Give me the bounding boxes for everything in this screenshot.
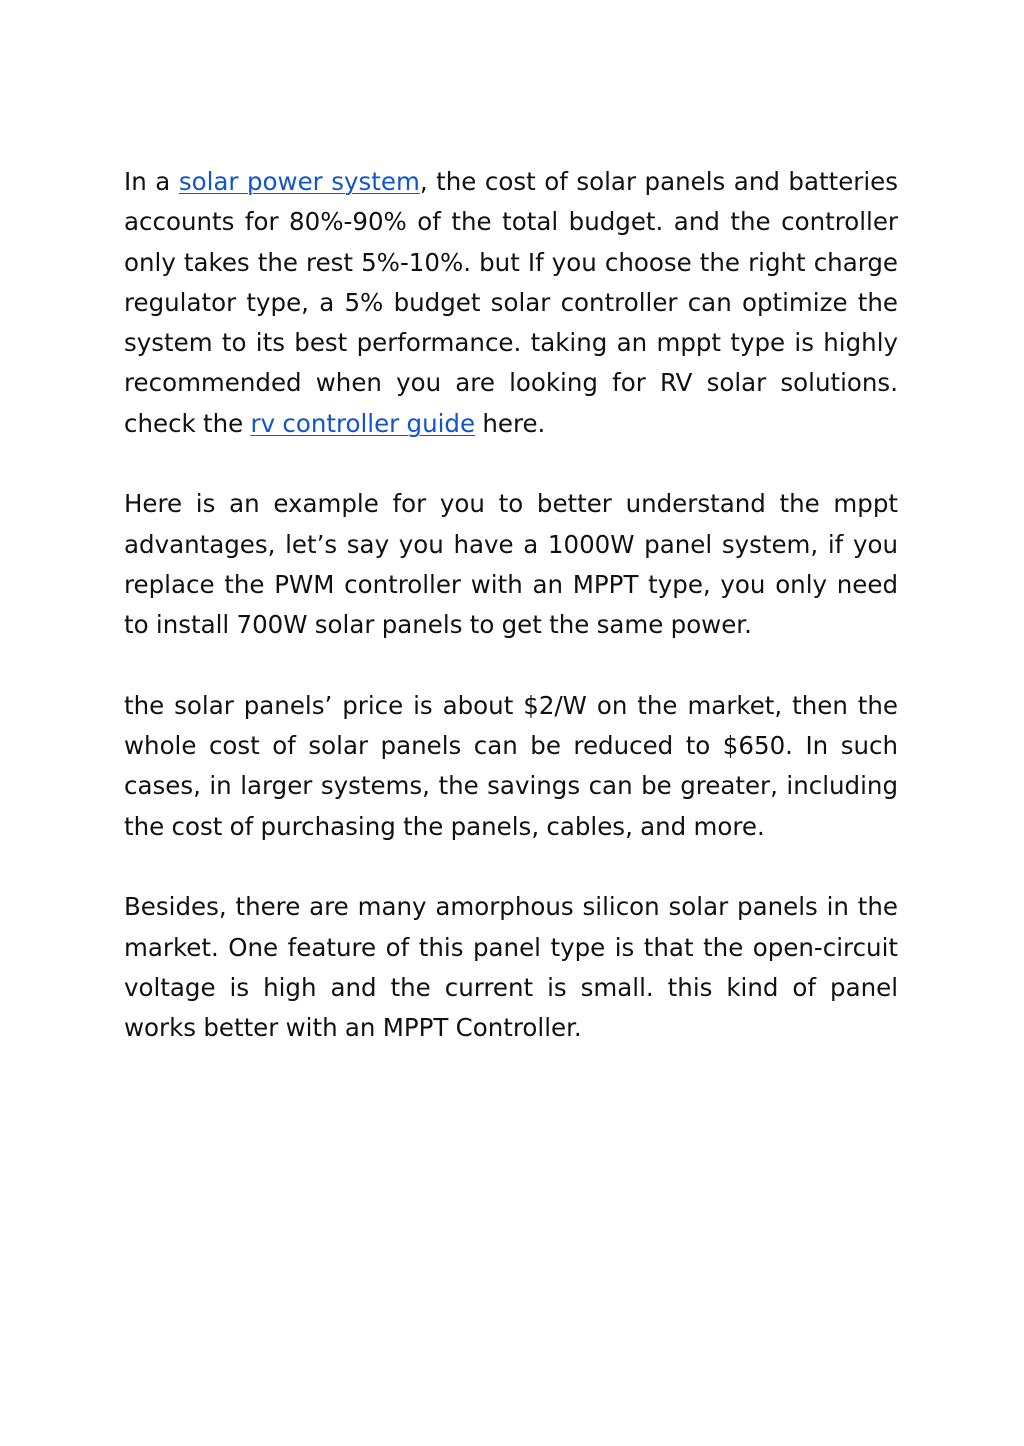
document-body	[124, 162, 898, 1049]
solar-power-system-link[interactable]: solar power system	[178, 167, 420, 196]
intro-text-start: In a	[124, 167, 179, 196]
paragraph-cost: the solar panels’ price is about $2/W on the market, then the whole cost of solar panels can be reduced to $650. In such cases, in larger systems, the savings can be greater, including the cost of purchasing the panels, cables, and more.	[124, 690, 898, 841]
intro-text-middle: , the cost of solar panels and batteries accounts for 80%-90% of the total budget. and the controller only takes the rest 5%-10%. but If you choose the right charge regulator type, a 5% budget solar controller can optimize the system to its best performance. taking an mppt type is highly recommended when you are looking for RV solar solutions. check the	[124, 167, 898, 438]
paragraph-amorphous: Besides, there are many amorphous silicon solar panels in the market. One feature of this panel type is that the open-circuit voltage is high and the current is small. this kind of panel works better with an MPPT Controller.	[124, 892, 898, 1043]
rv-controller-guide-link[interactable]: rv controller guide	[250, 408, 476, 438]
paragraph-example: Here is an example for you to better understand the mppt advantages, let’s say you have a 1000W panel system, if you replace the PWM controller with an MPPT type, you only need to install 700W solar panels to get the same power.	[124, 489, 898, 640]
intro-text-end: here.	[475, 408, 546, 438]
paragraph-intro	[124, 162, 898, 444]
